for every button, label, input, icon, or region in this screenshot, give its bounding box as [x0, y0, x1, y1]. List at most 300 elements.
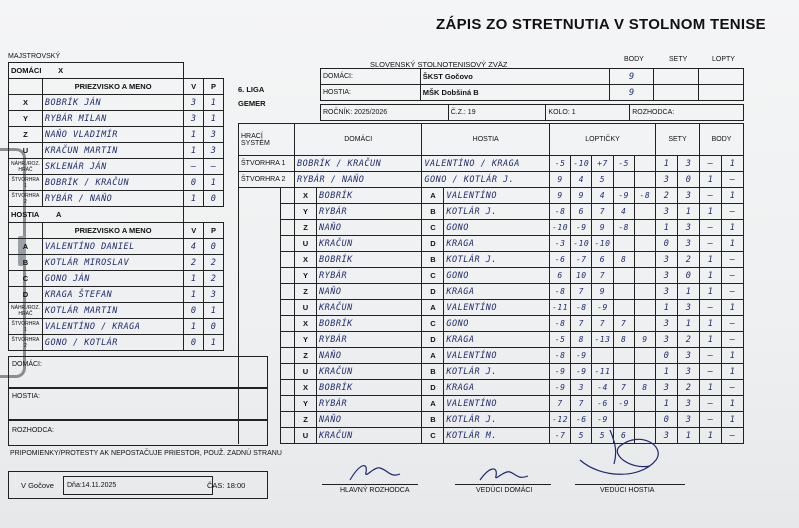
- player-row: [9, 159, 224, 175]
- home-slot-letter: U: [295, 236, 317, 252]
- set-score: [634, 236, 655, 252]
- points-home: —: [700, 300, 722, 316]
- home-player: BOBRÍK: [317, 380, 422, 396]
- player-row: [9, 287, 224, 303]
- home-slot-letter: U: [295, 364, 317, 380]
- player-row: [9, 175, 224, 191]
- set-score: -9: [550, 380, 571, 396]
- set-score: -11: [550, 300, 571, 316]
- sets-away: 2: [678, 252, 700, 268]
- set-score: 5: [592, 172, 613, 188]
- player-name: VALENTÍNO / KRAGA: [42, 319, 183, 335]
- home-slot-letter: X: [295, 252, 317, 268]
- set-score: 3: [571, 380, 592, 396]
- points-away: 1: [722, 396, 744, 412]
- sets-away: 0: [678, 268, 700, 284]
- player-losses: 3: [204, 287, 224, 303]
- system-label: ŠTVORHRA 1: [239, 156, 295, 172]
- set-score: -8: [550, 284, 571, 300]
- sets-away: 3: [678, 236, 700, 252]
- set-score: [613, 268, 634, 284]
- sets-home: 3: [656, 268, 678, 284]
- points-home: —: [700, 236, 722, 252]
- sets-away: 3: [678, 156, 700, 172]
- match-row: [239, 252, 744, 268]
- match-row: [239, 172, 744, 188]
- set-score: 5: [571, 428, 592, 444]
- player-slot: U: [9, 143, 43, 159]
- league-name: 6. LIGA: [238, 85, 265, 94]
- place-value: V Gočove: [21, 481, 54, 490]
- player-slot: Z: [9, 127, 43, 143]
- match-row: [239, 156, 744, 172]
- set-score: -5: [550, 156, 571, 172]
- sets-home: 0: [656, 348, 678, 364]
- rozhodca-header: ROZHODCA:: [630, 105, 744, 121]
- home-letter: X: [58, 66, 64, 75]
- sets-home: 1: [656, 156, 678, 172]
- match-row: [239, 236, 744, 252]
- points-away: 1: [722, 300, 744, 316]
- set-score: -9: [571, 348, 592, 364]
- player-wins: 1: [184, 287, 204, 303]
- away-player: VALENTÍNO: [444, 188, 550, 204]
- points-away: 1: [722, 412, 744, 428]
- set-score: 8: [571, 332, 592, 348]
- sets-away: 1: [678, 428, 700, 444]
- player-losses: 0: [204, 319, 224, 335]
- home-leader-signature: [470, 460, 540, 486]
- player-wins: 3: [184, 111, 204, 127]
- points-home: —: [700, 220, 722, 236]
- set-score: 7: [571, 284, 592, 300]
- player-slot: ŠTVORHRA 1: [9, 319, 43, 335]
- set-score: -8: [550, 316, 571, 332]
- home-players-table: [8, 62, 224, 207]
- home-slot-letter: X: [295, 316, 317, 332]
- domaci-team: ŠKST Gočovo: [420, 69, 610, 85]
- home-slot-letter: Y: [295, 332, 317, 348]
- set-score: -9: [571, 364, 592, 380]
- col-v-header: V: [184, 223, 204, 239]
- home-slot-letter: Z: [295, 412, 317, 428]
- home-slot-letter: Y: [295, 268, 317, 284]
- points-away: 1: [722, 188, 744, 204]
- away-player: VALENTÍNO: [444, 300, 550, 316]
- sets-home: 3: [656, 380, 678, 396]
- player-slot: NÁHR./ROZ. HRÁČ: [9, 303, 43, 319]
- player-name: BOBRÍK / KRAČUN: [42, 175, 183, 191]
- set-score: [634, 156, 655, 172]
- set-score: [634, 220, 655, 236]
- set-score: 9: [571, 188, 592, 204]
- team-header-table: [320, 68, 744, 101]
- set-score: [613, 348, 634, 364]
- hostia-remark-box: [8, 388, 268, 420]
- sets-home: 3: [656, 316, 678, 332]
- away-player: GONO: [444, 268, 550, 284]
- home-player: KRAČUN: [317, 236, 422, 252]
- player-slot: B: [9, 255, 43, 271]
- away-player: KRAGA: [444, 332, 550, 348]
- player-losses: 2: [204, 255, 224, 271]
- col-p-header: P: [204, 79, 224, 95]
- player-row: [9, 239, 224, 255]
- match-row: [239, 348, 744, 364]
- sets-away: 1: [678, 204, 700, 220]
- match-row: [239, 364, 744, 380]
- points-away: —: [722, 172, 744, 188]
- points-home: —: [700, 396, 722, 412]
- player-name: KRAČUN MARTIN: [42, 143, 183, 159]
- player-row: [9, 111, 224, 127]
- player-slot: ŠTVORHRA 2: [9, 191, 43, 207]
- away-slot-letter: A: [422, 188, 444, 204]
- set-score: [634, 300, 655, 316]
- points-home: 1: [700, 252, 722, 268]
- home-slot-letter: Y: [295, 204, 317, 220]
- home-player: KRAČUN: [317, 428, 422, 444]
- player-wins: 0: [184, 335, 204, 351]
- set-score: 4: [592, 188, 613, 204]
- player-name: KOTLÁR MARTIN: [42, 303, 183, 319]
- home-player: NAŇO: [317, 220, 422, 236]
- away-slot-letter: C: [422, 220, 444, 236]
- set-score: -10: [571, 156, 592, 172]
- set-score: -8: [571, 300, 592, 316]
- player-slot: ŠTVORHRA 2: [9, 335, 43, 351]
- player-losses: 1: [204, 95, 224, 111]
- set-score: [592, 348, 613, 364]
- set-score: 5: [592, 428, 613, 444]
- sets-home: 1: [656, 300, 678, 316]
- points-home: 1: [700, 204, 722, 220]
- set-score: 7: [613, 316, 634, 332]
- home-player: RYBÁR: [317, 204, 422, 220]
- away-slot-letter: B: [422, 364, 444, 380]
- player-wins: 4: [184, 239, 204, 255]
- player-losses: 3: [204, 127, 224, 143]
- set-score: 8: [634, 380, 655, 396]
- home-player: KRAČUN: [317, 364, 422, 380]
- home-player: BOBRÍK: [317, 316, 422, 332]
- away-player: VALENTÍNO: [444, 396, 550, 412]
- player-name: KOTLÁR MIROSLAV: [42, 255, 183, 271]
- points-home: —: [700, 188, 722, 204]
- col-body-header: BODY: [700, 124, 744, 156]
- away-slot-letter: D: [422, 284, 444, 300]
- match-row: [239, 396, 744, 412]
- home-slot-letter: X: [295, 188, 317, 204]
- home-slot-letter: U: [295, 428, 317, 444]
- domaci-label: DOMÁCI:: [321, 69, 421, 85]
- points-away: 1: [722, 156, 744, 172]
- referee-signature: [330, 458, 420, 486]
- set-score: 7: [613, 380, 634, 396]
- player-wins: 1: [184, 271, 204, 287]
- home-player: RYBÁR / NAŇO: [295, 172, 422, 188]
- away-slot-letter: B: [422, 204, 444, 220]
- set-score: +7: [592, 156, 613, 172]
- away-player: KRAGA: [444, 380, 550, 396]
- sets-home: 3: [656, 172, 678, 188]
- points-home: —: [700, 364, 722, 380]
- set-score: [634, 348, 655, 364]
- set-score: -4: [592, 380, 613, 396]
- match-row: [239, 316, 744, 332]
- away-label: HOSTIA: [11, 210, 40, 219]
- away-slot-letter: D: [422, 236, 444, 252]
- player-losses: 1: [204, 175, 224, 191]
- set-score: -13: [592, 332, 613, 348]
- set-score: 4: [571, 172, 592, 188]
- player-slot: C: [9, 271, 43, 287]
- set-score: 6: [550, 268, 571, 284]
- col-lopty-top: LOPTY: [712, 56, 735, 63]
- sets-away: 3: [678, 364, 700, 380]
- player-wins: 1: [184, 319, 204, 335]
- sets-away: 1: [678, 284, 700, 300]
- union-name: SLOVENSKÝ STOLNOTENISOVÝ ZVÄZ: [370, 60, 508, 69]
- set-score: -9: [592, 412, 613, 428]
- away-player: KRAGA: [444, 236, 550, 252]
- set-score: 8: [613, 332, 634, 348]
- player-losses: 3: [204, 143, 224, 159]
- away-slot-letter: A: [422, 348, 444, 364]
- date-field: [63, 476, 213, 495]
- veduci-hostia-label: VEDÚCI HOSTIA: [600, 487, 655, 494]
- player-losses: 1: [204, 335, 224, 351]
- home-slot-letter: Z: [295, 284, 317, 300]
- player-name: RYBÁR / NAŇO: [42, 191, 183, 207]
- set-score: -6: [592, 396, 613, 412]
- set-score: [634, 252, 655, 268]
- set-score: [634, 316, 655, 332]
- sets-home: 0: [656, 236, 678, 252]
- player-losses: —: [204, 159, 224, 175]
- hostia-team: MŠK Dobšiná B: [420, 85, 610, 101]
- col-hostia-header: HOSTIA: [422, 124, 550, 156]
- set-score: [613, 284, 634, 300]
- away-slot-letter: D: [422, 380, 444, 396]
- player-row: [9, 143, 224, 159]
- player-wins: 1: [184, 127, 204, 143]
- set-score: [634, 268, 655, 284]
- col-lopticky-header: LOPTIČKY: [550, 124, 656, 156]
- points-home: —: [700, 348, 722, 364]
- home-slot-letter: Z: [295, 348, 317, 364]
- veduci-domaci-label: VEDÚCI DOMÁCI: [476, 487, 533, 494]
- sets-home: 3: [656, 252, 678, 268]
- sets-home: 3: [656, 284, 678, 300]
- sets-home: 1: [656, 220, 678, 236]
- away-slot-letter: C: [422, 316, 444, 332]
- home-player: RYBÁR: [317, 396, 422, 412]
- player-slot: Y: [9, 111, 43, 127]
- player-name: BOBRÍK JÁN: [42, 95, 183, 111]
- col-p-header: P: [204, 223, 224, 239]
- away-player: KRAGA: [444, 284, 550, 300]
- points-home: 1: [700, 172, 722, 188]
- points-home: 1: [700, 428, 722, 444]
- away-slot-letter: A: [422, 396, 444, 412]
- league-region: GEMER: [238, 99, 266, 108]
- set-score: -10: [592, 236, 613, 252]
- points-home: 1: [700, 332, 722, 348]
- away-slot-letter: B: [422, 252, 444, 268]
- player-row: [9, 303, 224, 319]
- col-v-header: V: [184, 79, 204, 95]
- points-away: —: [722, 252, 744, 268]
- match-row: [239, 284, 744, 300]
- match-row: [239, 220, 744, 236]
- col-body-top: BODY: [624, 56, 644, 63]
- away-slot-letter: B: [422, 412, 444, 428]
- points-away: —: [722, 204, 744, 220]
- set-score: -3: [550, 236, 571, 252]
- points-away: —: [722, 284, 744, 300]
- set-score: -5: [550, 332, 571, 348]
- system-label: ŠTVORHRA 2: [239, 172, 295, 188]
- away-player: KOTLÁR J.: [444, 412, 550, 428]
- points-home: 1: [700, 268, 722, 284]
- hostia-body: 9: [610, 85, 654, 101]
- set-score: -12: [550, 412, 571, 428]
- match-row: [239, 300, 744, 316]
- player-slot: ŠTVORHRA 1: [9, 175, 43, 191]
- kolo: KOLO: 1: [546, 105, 630, 121]
- set-score: [634, 284, 655, 300]
- set-score: -7: [571, 252, 592, 268]
- points-home: —: [700, 412, 722, 428]
- set-score: 7: [592, 316, 613, 332]
- match-table: [238, 123, 744, 444]
- rozhodca-remark-box: [8, 420, 268, 446]
- player-name: KRAGA ŠTEFAN: [42, 287, 183, 303]
- set-score: -8: [550, 348, 571, 364]
- player-losses: 2: [204, 271, 224, 287]
- sets-away: 0: [678, 172, 700, 188]
- player-losses: 0: [204, 191, 224, 207]
- home-player: NAŇO: [317, 348, 422, 364]
- home-player: RYBÁR: [317, 332, 422, 348]
- set-score: 7: [592, 204, 613, 220]
- player-wins: —: [184, 159, 204, 175]
- sets-away: 1: [678, 316, 700, 332]
- sets-away: 3: [678, 412, 700, 428]
- set-score: -11: [592, 364, 613, 380]
- points-away: —: [722, 316, 744, 332]
- away-player: KOTLÁR J.: [444, 204, 550, 220]
- match-row: [239, 204, 744, 220]
- player-losses: 1: [204, 111, 224, 127]
- col-domaci-header: DOMÁCI: [295, 124, 422, 156]
- points-away: —: [722, 380, 744, 396]
- sets-away: 3: [678, 348, 700, 364]
- set-score: -9: [613, 188, 634, 204]
- set-score: [613, 172, 634, 188]
- match-row: [239, 332, 744, 348]
- player-name: RYBÁR MILAN: [42, 111, 183, 127]
- set-score: 9: [592, 220, 613, 236]
- player-losses: 1: [204, 303, 224, 319]
- sets-home: 3: [656, 332, 678, 348]
- points-away: —: [722, 268, 744, 284]
- set-score: -9: [613, 396, 634, 412]
- away-player: GONO / KOTLÁR J.: [422, 172, 550, 188]
- player-wins: 1: [184, 191, 204, 207]
- set-score: 6: [571, 204, 592, 220]
- set-score: 7: [550, 396, 571, 412]
- player-name: SKLENÁR JÁN: [42, 159, 183, 175]
- place-date-box: [8, 471, 268, 499]
- sheet-title: ZÁPIS ZO STRETNUTIA V STOLNOM TENISE: [436, 16, 766, 33]
- time-value: ČAS: 18:00: [207, 481, 246, 490]
- sets-home: 1: [656, 396, 678, 412]
- away-player: KOTLÁR J.: [444, 364, 550, 380]
- away-slot-letter: A: [422, 300, 444, 316]
- hlavny-rozhodca-label: HLAVNÝ ROZHODCA: [340, 487, 410, 494]
- set-score: -5: [613, 156, 634, 172]
- player-slot: NÁHR./ROZ. HRÁČ: [9, 159, 43, 175]
- match-row: [239, 380, 744, 396]
- player-slot: D: [9, 287, 43, 303]
- home-slot-letter: X: [295, 380, 317, 396]
- set-score: [634, 204, 655, 220]
- majstrovsky-label: MAJSTROVSKÝ: [8, 53, 61, 60]
- sets-away: 2: [678, 332, 700, 348]
- set-score: 9: [550, 172, 571, 188]
- set-score: -8: [613, 220, 634, 236]
- rozhodca-remark-label: ROZHODCA:: [12, 427, 54, 434]
- sets-away: 3: [678, 396, 700, 412]
- player-name: NAŇO VLADIMÍR: [42, 127, 183, 143]
- away-player: VALENTÍNO: [444, 348, 550, 364]
- player-name: GONO JÁN: [42, 271, 183, 287]
- home-player: RYBÁR: [317, 268, 422, 284]
- sets-home: 2: [656, 188, 678, 204]
- set-score: -9: [550, 364, 571, 380]
- pripomienky-note: PRIPOMIENKY/PROTESTY AK NEPOSTAČUJE PRIESTOR, POUŽ. ZADNÚ STRANU: [10, 450, 282, 457]
- sets-away: 3: [678, 300, 700, 316]
- player-name: GONO / KOTLÁR: [42, 335, 183, 351]
- set-score: [634, 172, 655, 188]
- col-sety-top: SETY: [669, 56, 688, 63]
- home-label: DOMÁCI: [11, 66, 42, 75]
- season-info-table: [320, 104, 744, 121]
- points-away: —: [722, 332, 744, 348]
- home-slot-letter: Y: [295, 396, 317, 412]
- set-score: 4: [613, 204, 634, 220]
- col-sety-header: SETY: [656, 124, 700, 156]
- set-score: -10: [550, 220, 571, 236]
- col-system-header: HRACÍ SYSTÉM: [239, 124, 295, 156]
- player-wins: 0: [184, 303, 204, 319]
- set-score: 8: [613, 252, 634, 268]
- player-wins: 2: [184, 255, 204, 271]
- player-slot: X: [9, 95, 43, 111]
- sets-home: 3: [656, 428, 678, 444]
- match-row: [239, 268, 744, 284]
- domaci-remark-box: [8, 356, 268, 388]
- col-name-header: PRIEZVISKO A MENO: [42, 223, 183, 239]
- points-away: —: [722, 428, 744, 444]
- match-row: [239, 188, 744, 204]
- set-score: -9: [592, 300, 613, 316]
- sets-home: 1: [656, 364, 678, 380]
- set-score: 9: [550, 188, 571, 204]
- away-player: GONO: [444, 220, 550, 236]
